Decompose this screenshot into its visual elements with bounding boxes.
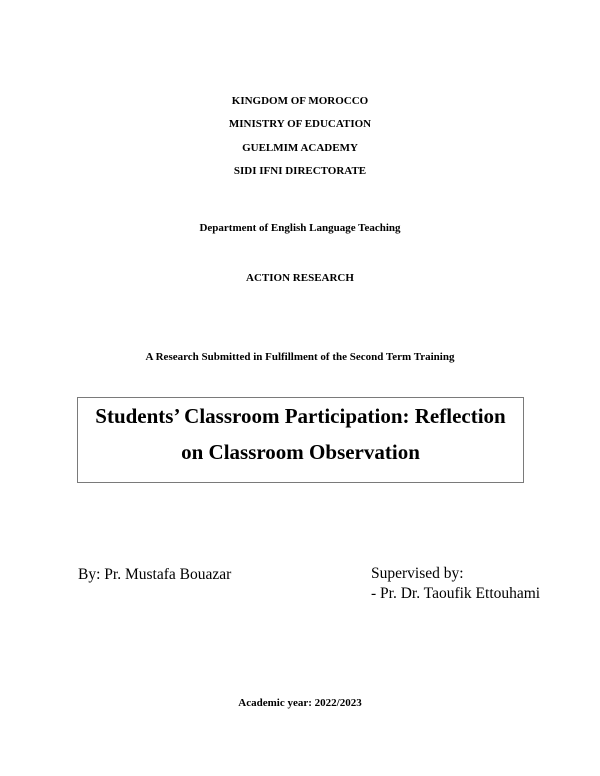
title-line-2: on Classroom Observation — [181, 440, 420, 464]
supervisor-name: - Pr. Dr. Taoufik Ettouhami — [371, 585, 541, 602]
header-directorate: SIDI IFNI DIRECTORATE — [233, 165, 367, 177]
author-label: By: Pr. Mustafa Bouazar — [78, 566, 232, 583]
title-box — [77, 397, 524, 483]
title-line-1: Students’ Classroom Participation: Reflection — [95, 404, 506, 428]
document-type: ACTION RESEARCH — [246, 272, 354, 284]
supervisor-label: Supervised by: — [371, 565, 464, 582]
header-ministry: MINISTRY OF EDUCATION — [228, 118, 372, 130]
submission-note: A Research Submitted in Fulfillment of the Second Term Training — [145, 351, 455, 363]
header-academy: GUELMIM ACADEMY — [242, 142, 358, 154]
academic-year: Academic year: 2022/2023 — [238, 697, 362, 709]
department-label: Department of English Language Teaching — [199, 222, 401, 234]
header-kingdom: KINGDOM OF MOROCCO — [231, 95, 369, 107]
